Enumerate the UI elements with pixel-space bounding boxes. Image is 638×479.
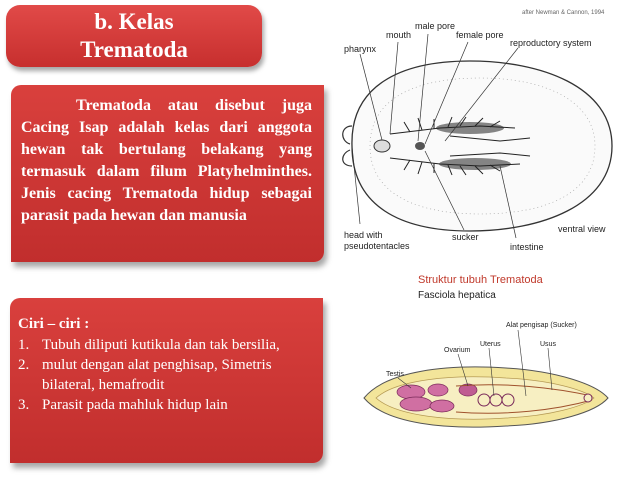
label-sucker: Alat pengisap (Sucker)	[506, 322, 577, 329]
label-female-pore: female pore	[456, 30, 504, 40]
characteristics-heading: Ciri – ciri :	[18, 316, 90, 332]
intestine-upper-shape	[436, 122, 504, 134]
list-item	[18, 335, 315, 355]
label-testis: Testis	[386, 371, 404, 378]
label-male-pore: male pore	[415, 21, 456, 31]
figure-caption-subtitle: Fasciola hepatica	[418, 290, 496, 301]
section-title	[6, 5, 262, 67]
pseudotentacle-shape	[343, 126, 352, 166]
label-sucker: sucker	[452, 232, 479, 242]
label-reproductory-system: reproductory system	[510, 38, 592, 48]
figure-credit: after Newman & Cannon, 1994	[522, 10, 605, 16]
characteristics-box	[10, 298, 323, 463]
label-intestine: intestine	[510, 242, 544, 252]
label-uterus: Uterus	[480, 341, 501, 348]
list-item	[18, 395, 315, 415]
section-title-line1: b. Kelas	[94, 9, 174, 34]
label-ovarium: Ovarium	[444, 347, 471, 354]
label-head-line2: pseudotentacles	[344, 241, 410, 251]
description-text: Trematoda atau disebut juga Cacing Isap adalah kelas dari anggota hewan tak bertulang belakang yang termasuk dalam filum Platyhelminthes. Jenis cacing Trematoda hidup sebagai parasit pada hewan dan manusia	[21, 97, 312, 224]
list-item-number: 3.	[18, 397, 30, 413]
body-outline	[352, 61, 612, 231]
pharynx-shape	[374, 140, 390, 152]
list-item-text: Tubuh diliputi kutikula dan tak bersilia,	[42, 337, 280, 353]
section-title-line2: Trematoda	[80, 37, 188, 62]
label-head-line1: head with	[344, 230, 383, 240]
description-box	[11, 85, 324, 262]
label-ventral-view: ventral view	[558, 224, 606, 234]
figure-caption-title: Struktur tubuh Trematoda	[418, 274, 543, 286]
label-mouth: mouth	[386, 30, 412, 40]
list-item-text: mulut dengan alat penghisap, Simetris bilateral, hemafrodit	[42, 357, 272, 393]
list-item-number: 1.	[18, 337, 30, 353]
sucker-shape	[415, 142, 425, 150]
list-item-text: Parasit pada mahluk hidup lain	[42, 397, 228, 413]
label-pharynx: pharynx	[344, 44, 377, 54]
sucker-shape	[584, 394, 592, 402]
trematoda-ventral-diagram	[330, 16, 630, 266]
fasciola-hepatica-diagram	[356, 316, 616, 438]
label-usus: Usus	[540, 341, 556, 348]
list-item	[18, 355, 315, 395]
list-item-number: 2.	[18, 357, 30, 373]
